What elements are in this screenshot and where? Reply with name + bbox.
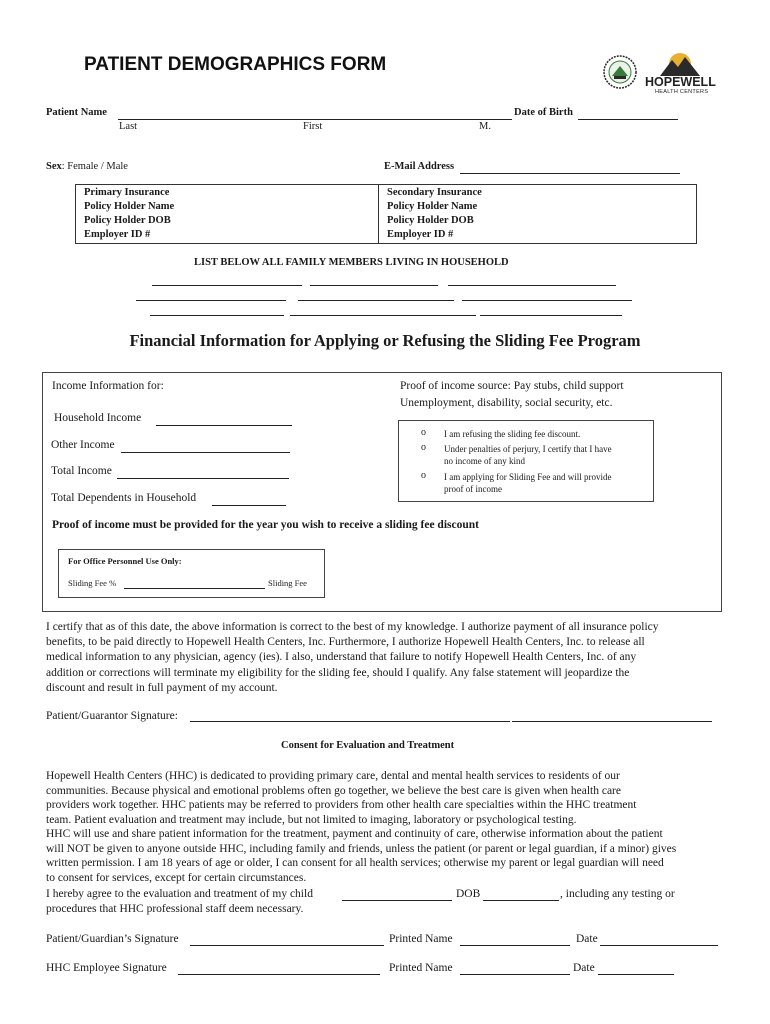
guardian-signature-field[interactable] <box>190 945 384 946</box>
primary-insurance-column <box>76 186 174 242</box>
child-name-field[interactable] <box>342 900 452 901</box>
primary-holder-dob-field[interactable]: Policy Holder DOB <box>84 215 171 226</box>
financial-title: Financial Information for Applying or Refusing the Sliding Fee Program <box>129 331 641 350</box>
email-label: E-Mail Address <box>384 161 455 172</box>
proof-source-line1: Proof of income source: Pay stubs, child support <box>400 380 624 392</box>
option-apply-checkbox[interactable]: o <box>421 470 426 481</box>
first-name-caption: First <box>303 121 323 132</box>
certification-paragraph: I certify that as of this date, the above information is correct to the best of my knowledge. I authorize payment of all insurance policy benefits, to be paid directly to Hopewell Health Centers, Inc. Furthermore, I authorize Hopewell Health Centers, Inc. to release all medical information to any physician, agency (ies). I also, understand that failure to notify Hopewell Health Centers, Inc. of any addition or corrections will terminate my eligibility for the sliding fee, should I qualify. Any false statement will jeopardize the discount and result in full payment of my account. <box>46 621 659 694</box>
patient-name-field[interactable] <box>118 119 512 120</box>
sliding-fee-pct-label: Sliding Fee % <box>68 578 117 588</box>
dob-field[interactable] <box>578 119 678 120</box>
family-member-field[interactable] <box>290 315 476 316</box>
patient-name-label: Patient Name <box>46 107 107 118</box>
agree-dob-label: DOB <box>456 888 481 900</box>
family-member-field[interactable] <box>136 300 286 301</box>
proof-required-notice: Proof of income must be provided for the year you wish to receive a sliding fee discount <box>52 519 479 531</box>
secondary-holder-dob-field[interactable]: Policy Holder DOB <box>387 215 474 226</box>
agree-line2: procedures that HHC professional staff deem necessary. <box>46 903 304 915</box>
sliding-fee-pct-field[interactable] <box>124 588 265 589</box>
employee-date-label: Date <box>573 962 595 974</box>
option-refuse-checkbox[interactable]: o <box>421 427 426 438</box>
child-dob-field[interactable] <box>483 900 559 901</box>
primary-insurance-field[interactable]: Primary Insurance <box>84 187 170 198</box>
consent-heading: Consent for Evaluation and Treatment <box>281 740 455 751</box>
income-info-label: Income Information for: <box>52 380 164 392</box>
guarantor-signature-extension <box>512 721 712 722</box>
office-use-label: For Office Personnel Use Only: <box>68 556 182 566</box>
sex-field[interactable] <box>46 161 128 172</box>
primary-holder-name-field[interactable]: Policy Holder Name <box>84 201 175 212</box>
household-income-label: Household Income <box>54 412 142 424</box>
mountain-logo-icon <box>660 50 700 76</box>
guardian-printed-name-label: Printed Name <box>389 933 453 945</box>
guardian-signature-label: Patient/Guardian’s Signature <box>46 933 179 945</box>
family-heading: LIST BELOW ALL FAMILY MEMBERS LIVING IN HOUSEHOLD <box>194 257 509 268</box>
family-member-field[interactable] <box>150 315 284 316</box>
sex-options: : Female / Male <box>61 161 128 172</box>
guarantor-signature-label: Patient/Guarantor Signature: <box>46 710 178 722</box>
insurance-table <box>75 184 697 244</box>
option-no-income-checkbox[interactable]: o <box>421 442 426 453</box>
employee-signature-field[interactable] <box>178 974 380 975</box>
household-income-field[interactable] <box>156 425 292 426</box>
primary-employer-id-field[interactable]: Employer ID # <box>84 229 151 240</box>
guardian-date-field[interactable] <box>600 945 718 946</box>
employee-printed-name-label: Printed Name <box>389 962 453 974</box>
guardian-printed-name-field[interactable] <box>460 945 570 946</box>
agree-line-start: I hereby agree to the evaluation and treatment of my child <box>46 888 313 900</box>
last-name-caption: Last <box>119 121 138 132</box>
logo-text: HOPEWELL <box>645 75 716 89</box>
proof-source-line2: Unemployment, disability, social security, etc. <box>400 397 613 409</box>
email-field[interactable] <box>460 173 680 174</box>
agree-line-end: , including any testing or <box>560 888 675 900</box>
family-member-field[interactable] <box>462 300 632 301</box>
total-income-field[interactable] <box>117 478 289 479</box>
logo-subtext: HEALTH CENTERS <box>655 89 709 95</box>
family-member-field[interactable] <box>448 285 616 286</box>
dob-label: Date of Birth <box>514 107 573 118</box>
secondary-insurance-field[interactable]: Secondary Insurance <box>387 187 482 198</box>
total-dependents-label: Total Dependents in Household <box>51 492 197 504</box>
guardian-date-label: Date <box>576 933 598 945</box>
other-income-field[interactable] <box>121 452 290 453</box>
other-income-label: Other Income <box>51 439 115 451</box>
total-dependents-field[interactable] <box>212 505 286 506</box>
secondary-insurance-column <box>379 186 482 242</box>
consent-paragraph: Hopewell Health Centers (HHC) is dedicated to providing primary care, dental and mental health services to residents of our communities. Because physical and emotional problems often go together, we believe the best care is given when health care providers work together. HHC patients may be referred to providers from other health care specialties within the HHC treatment team. Patient evaluation and treatment may include, but not limited to imaging, laboratory or psychological testing. HHC will use and share patient information for the treatment, payment and continuity of care, otherwise information about the patient will NOT be given to anyone outside HHC, including family and friends, unless the patient (or parent or legal guardian, if a minor) gives written permission. I am 18 years of age or older, I can consent for all health services; otherwise my parent or legal guardian will need to consent for services, except for certain circumstances. <box>46 770 677 884</box>
option-refuse-label: I am refusing the sliding fee discount. <box>444 429 581 439</box>
total-income-label: Total Income <box>51 465 112 477</box>
option-no-income-label: Under penalties of perjury, I certify that I have no income of any kind <box>444 444 612 466</box>
secondary-employer-id-field[interactable]: Employer ID # <box>387 229 454 240</box>
family-member-field[interactable] <box>480 315 622 316</box>
county-seal-icon <box>602 54 638 90</box>
employee-date-field[interactable] <box>598 974 674 975</box>
option-apply-label: I am applying for Sliding Fee and will provide proof of income <box>444 472 612 494</box>
family-member-field[interactable] <box>310 285 438 286</box>
secondary-holder-name-field[interactable]: Policy Holder Name <box>387 201 478 212</box>
guarantor-signature-field[interactable] <box>190 721 510 722</box>
page-title: PATIENT DEMOGRAPHICS FORM <box>84 54 387 75</box>
employee-signature-label: HHC Employee Signature <box>46 962 167 974</box>
family-member-field[interactable] <box>298 300 454 301</box>
sex-label: Sex <box>46 161 62 172</box>
family-member-field[interactable] <box>152 285 302 286</box>
sliding-fee-label: Sliding Fee <box>268 578 307 588</box>
middle-initial-caption: M. <box>479 121 491 132</box>
employee-printed-name-field[interactable] <box>460 974 570 975</box>
